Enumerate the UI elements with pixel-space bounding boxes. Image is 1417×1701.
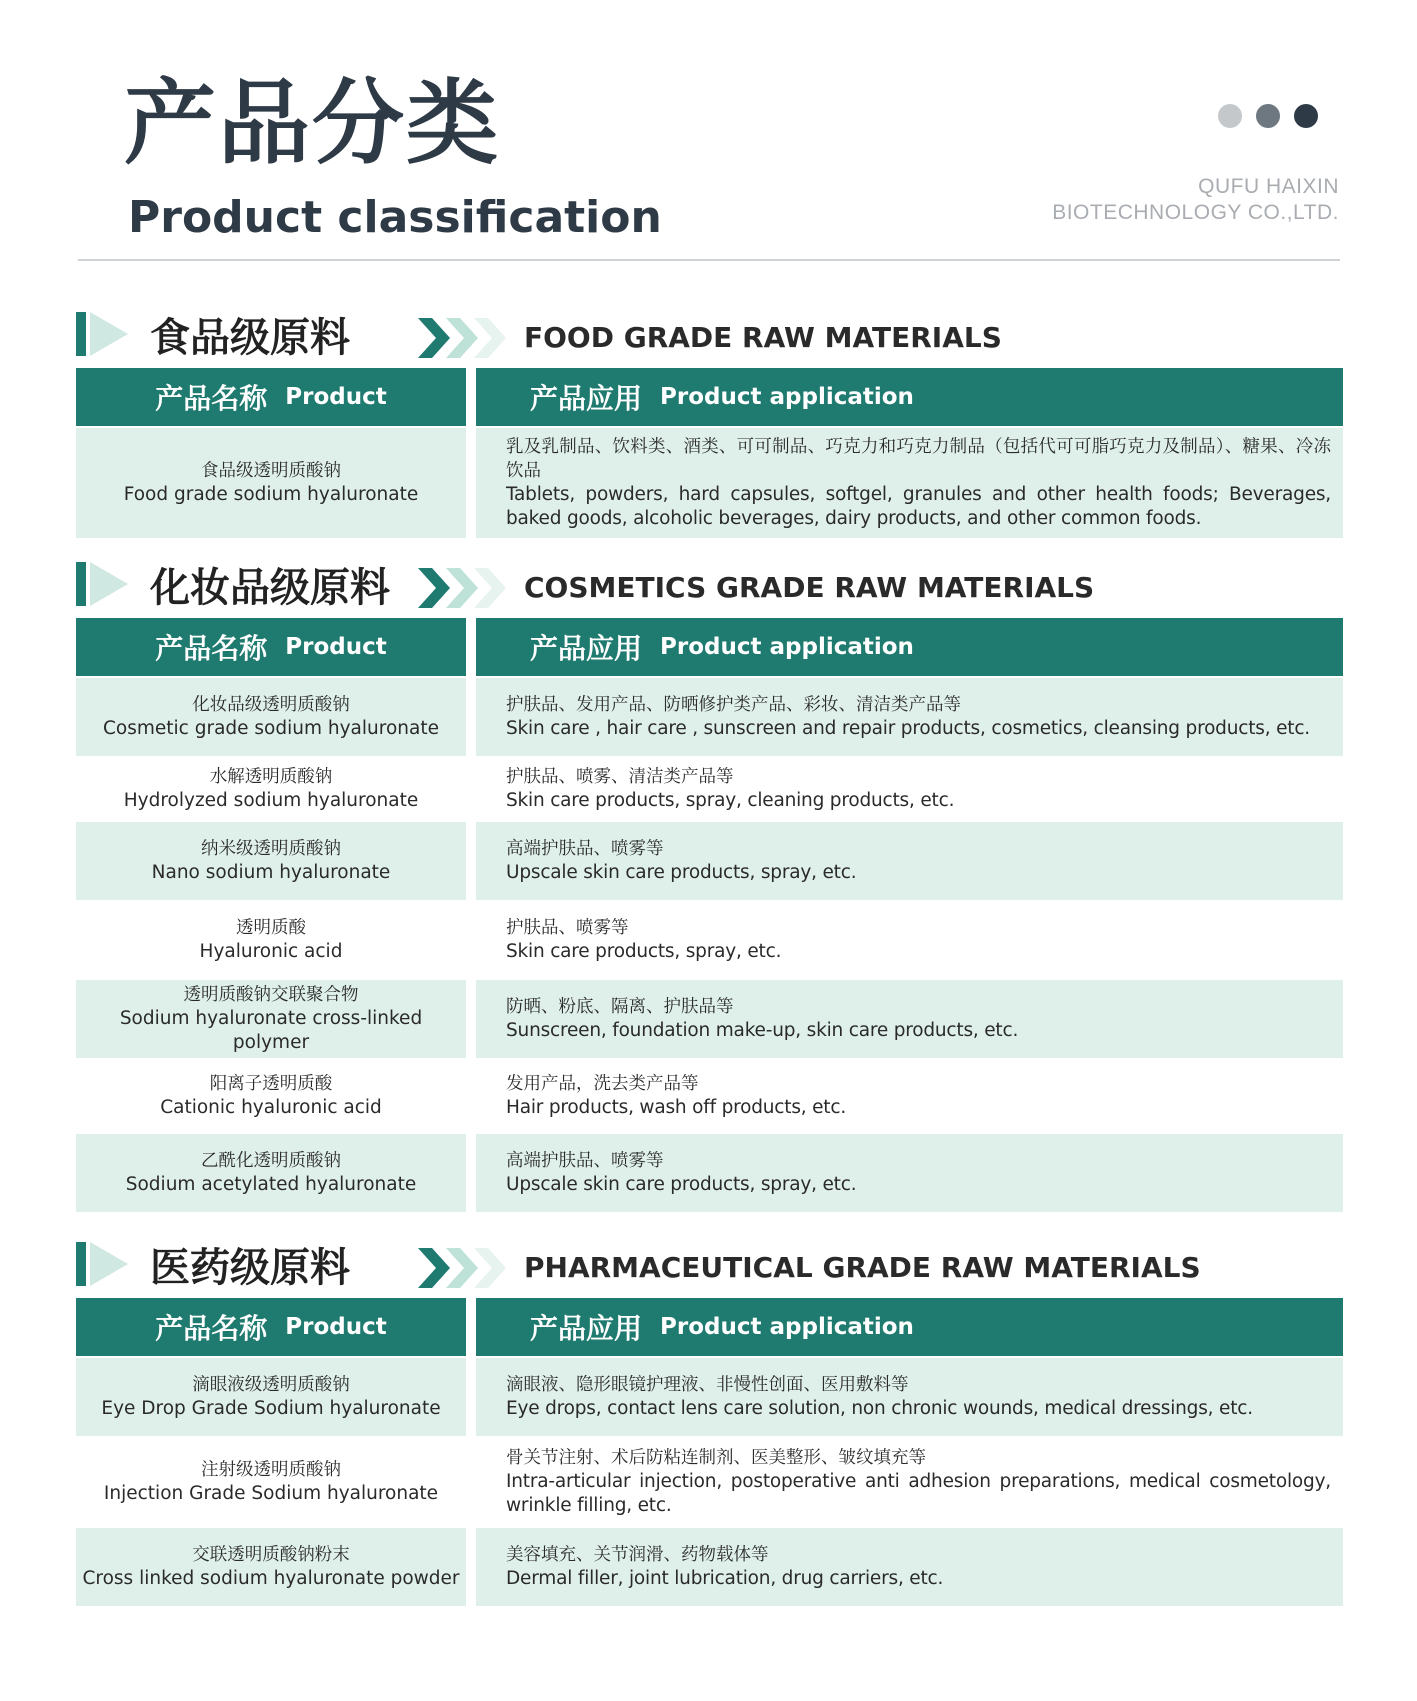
- product-name-en: Cationic hyaluronic acid: [160, 1097, 382, 1118]
- section-flag-icon: [76, 312, 128, 356]
- application-en: Eye drops, contact lens care solution, non chronic wounds, medical dressings, etc.: [506, 1398, 1253, 1419]
- column-header-product-zh: 产品名称: [155, 382, 268, 415]
- page-title-zh: 产品分类: [124, 70, 501, 177]
- table-row: [76, 1134, 1343, 1212]
- section-header: [76, 312, 1343, 368]
- table-header: [76, 368, 1343, 426]
- product-cell: [76, 1358, 466, 1436]
- product-name-zh: 水解透明质酸钠: [209, 767, 333, 787]
- section-title-en: PHARMACEUTICAL GRADE RAW MATERIALS: [524, 1251, 1201, 1284]
- application-zh: 乳及乳制品、饮料类、酒类、可可制品、巧克力和巧克力制品（包括代可可脂巧克力及制品）、糖果、冷冻饮品: [506, 437, 1331, 481]
- section-header: [76, 562, 1343, 618]
- column-header-product-en: Product: [285, 634, 387, 660]
- header-divider: [78, 259, 1340, 261]
- product-cell: [76, 428, 466, 538]
- product-name-zh: 透明质酸钠交联聚合物: [183, 985, 359, 1005]
- product-name-zh: 注射级透明质酸钠: [201, 1460, 341, 1480]
- application-zh: 防晒、粉底、隔离、护肤品等: [506, 997, 734, 1017]
- product-name-en: Eye Drop Grade Sodium hyaluronate: [101, 1398, 441, 1419]
- column-header-application-zh: 产品应用: [530, 1312, 643, 1345]
- chevrons-icon: [416, 568, 506, 608]
- product-name-zh: 交联透明质酸钠粉末: [192, 1545, 350, 1565]
- product-name-zh: 纳米级透明质酸钠: [201, 839, 341, 859]
- page-title-en: Product classification: [128, 192, 662, 243]
- dot-light: [1218, 104, 1242, 128]
- product-name-en: Cross linked sodium hyaluronate powder: [82, 1568, 460, 1589]
- product-name-en: Food grade sodium hyaluronate: [123, 484, 419, 505]
- section-title-en: COSMETICS GRADE RAW MATERIALS: [524, 571, 1095, 604]
- section-flag-icon: [76, 1242, 128, 1286]
- product-cell: [76, 1134, 466, 1212]
- application-cell: [476, 758, 1343, 820]
- application-zh: 高端护肤品、喷雾等: [506, 1151, 664, 1171]
- product-cell: [76, 822, 466, 900]
- product-name-zh: 阳离子透明质酸: [209, 1074, 333, 1094]
- application-cell: [476, 1134, 1343, 1212]
- section-2: [76, 1242, 1343, 1606]
- product-name-zh: 乙酰化透明质酸钠: [201, 1151, 341, 1171]
- section-flag-icon: [76, 562, 128, 606]
- decorative-dots: [1218, 104, 1318, 128]
- application-cell: [476, 980, 1343, 1058]
- application-zh: 护肤品、喷雾、清洁类产品等: [506, 767, 734, 787]
- section-1: [76, 562, 1343, 1212]
- product-name-en: Hydrolyzed sodium hyaluronate: [123, 790, 419, 811]
- column-header-product: [76, 368, 466, 426]
- application-cell: [476, 902, 1343, 978]
- application-en: Skin care products, spray, cleaning products, etc.: [506, 790, 955, 811]
- column-header-product: [76, 1298, 466, 1356]
- application-cell: [476, 1528, 1343, 1606]
- application-cell: [476, 822, 1343, 900]
- product-name-en: Injection Grade Sodium hyaluronate: [103, 1483, 439, 1504]
- application-cell: [476, 1060, 1343, 1132]
- application-cell: [476, 1438, 1343, 1526]
- chevrons-icon: [416, 1248, 506, 1288]
- application-en: Tablets, powders, hard capsules, softgel, granules and other health foods; Beverages, baked goods, alcoholic beverages, dairy products, and other common foods.: [506, 484, 1331, 529]
- application-cell: [476, 428, 1343, 538]
- product-name-en: Nano sodium hyaluronate: [151, 862, 391, 883]
- column-header-application-zh: 产品应用: [530, 382, 643, 415]
- column-header-application: [476, 618, 1343, 676]
- table-row: [76, 428, 1343, 538]
- application-en: Skin care , hair care , sunscreen and repair products, cosmetics, cleansing products, etc.: [506, 718, 1310, 739]
- dot-mid: [1256, 104, 1280, 128]
- product-name-en: Sodium hyaluronate cross-linked polymer: [119, 1008, 423, 1053]
- product-name-zh: 滴眼液级透明质酸钠: [192, 1375, 350, 1395]
- product-cell: [76, 1060, 466, 1132]
- application-zh: 护肤品、喷雾等: [506, 918, 629, 938]
- section-title-zh: 医药级原料: [150, 1245, 350, 1291]
- application-en: Upscale skin care products, spray, etc.: [506, 862, 857, 883]
- application-en: Dermal filler, joint lubrication, drug carriers, etc.: [506, 1568, 944, 1589]
- application-zh: 滴眼液、隐形眼镜护理液、非慢性创面、医用敷料等: [506, 1375, 909, 1395]
- column-header-product: [76, 618, 466, 676]
- column-header-product-zh: 产品名称: [155, 1312, 268, 1345]
- company-name: [1052, 174, 1339, 226]
- product-name-en: Hyaluronic acid: [199, 941, 343, 962]
- application-zh: 发用产品，洗去类产品等: [506, 1074, 699, 1094]
- table-header: [76, 1298, 1343, 1356]
- section-header: [76, 1242, 1343, 1298]
- dot-dark: [1294, 104, 1318, 128]
- section-0: [76, 312, 1343, 538]
- product-cell: [76, 1528, 466, 1606]
- table-row: [76, 678, 1343, 756]
- table-row: [76, 1060, 1343, 1132]
- column-header-application-zh: 产品应用: [530, 632, 643, 665]
- column-header-application-en: Product application: [660, 634, 914, 660]
- company-name-line2: BIOTECHNOLOGY CO.,LTD.: [1052, 201, 1339, 224]
- company-name-line1: QUFU HAIXIN: [1198, 175, 1339, 198]
- application-zh: 美容填充、关节润滑、药物载体等: [506, 1545, 769, 1565]
- application-en: Sunscreen, foundation make-up, skin care products, etc.: [506, 1020, 1019, 1041]
- product-cell: [76, 980, 466, 1058]
- column-header-application-en: Product application: [660, 384, 914, 410]
- table-row: [76, 822, 1343, 900]
- section-title-en: FOOD GRADE RAW MATERIALS: [524, 321, 1002, 354]
- table-row: [76, 1358, 1343, 1436]
- column-header-application: [476, 368, 1343, 426]
- product-cell: [76, 678, 466, 756]
- column-header-product-en: Product: [285, 384, 387, 410]
- column-header-application-en: Product application: [660, 1314, 914, 1340]
- product-name-en: Sodium acetylated hyaluronate: [125, 1174, 417, 1195]
- table-row: [76, 758, 1343, 820]
- table-header: [76, 618, 1343, 676]
- product-name-zh: 化妆品级透明质酸钠: [192, 695, 350, 715]
- column-header-product-zh: 产品名称: [155, 632, 268, 665]
- application-zh: 护肤品、发用产品、防晒修护类产品、彩妆、清洁类产品等: [506, 695, 961, 715]
- application-en: Upscale skin care products, spray, etc.: [506, 1174, 857, 1195]
- application-cell: [476, 678, 1343, 756]
- column-header-product-en: Product: [285, 1314, 387, 1340]
- product-name-en: Cosmetic grade sodium hyaluronate: [103, 718, 439, 739]
- application-zh: 骨关节注射、术后防粘连制剂、医美整形、皱纹填充等: [506, 1448, 926, 1468]
- table-row: [76, 902, 1343, 978]
- table-row: [76, 1528, 1343, 1606]
- application-zh: 高端护肤品、喷雾等: [506, 839, 664, 859]
- product-cell: [76, 1438, 466, 1526]
- product-name-zh: 透明质酸: [236, 918, 306, 938]
- table-row: [76, 980, 1343, 1058]
- application-cell: [476, 1358, 1343, 1436]
- application-en: Hair products, wash off products, etc.: [506, 1097, 847, 1118]
- section-title-zh: 食品级原料: [150, 315, 350, 361]
- product-name-zh: 食品级透明质酸钠: [201, 461, 341, 481]
- product-cell: [76, 758, 466, 820]
- table-row: [76, 1438, 1343, 1526]
- application-en: Intra-articular injection, postoperative anti adhesion preparations, medical cosmetology, wrinkle filling, etc.: [506, 1471, 1331, 1516]
- chevrons-icon: [416, 318, 506, 358]
- application-en: Skin care products, spray, etc.: [506, 941, 782, 962]
- column-header-application: [476, 1298, 1343, 1356]
- section-title-zh: 化妆品级原料: [150, 565, 390, 611]
- product-cell: [76, 902, 466, 978]
